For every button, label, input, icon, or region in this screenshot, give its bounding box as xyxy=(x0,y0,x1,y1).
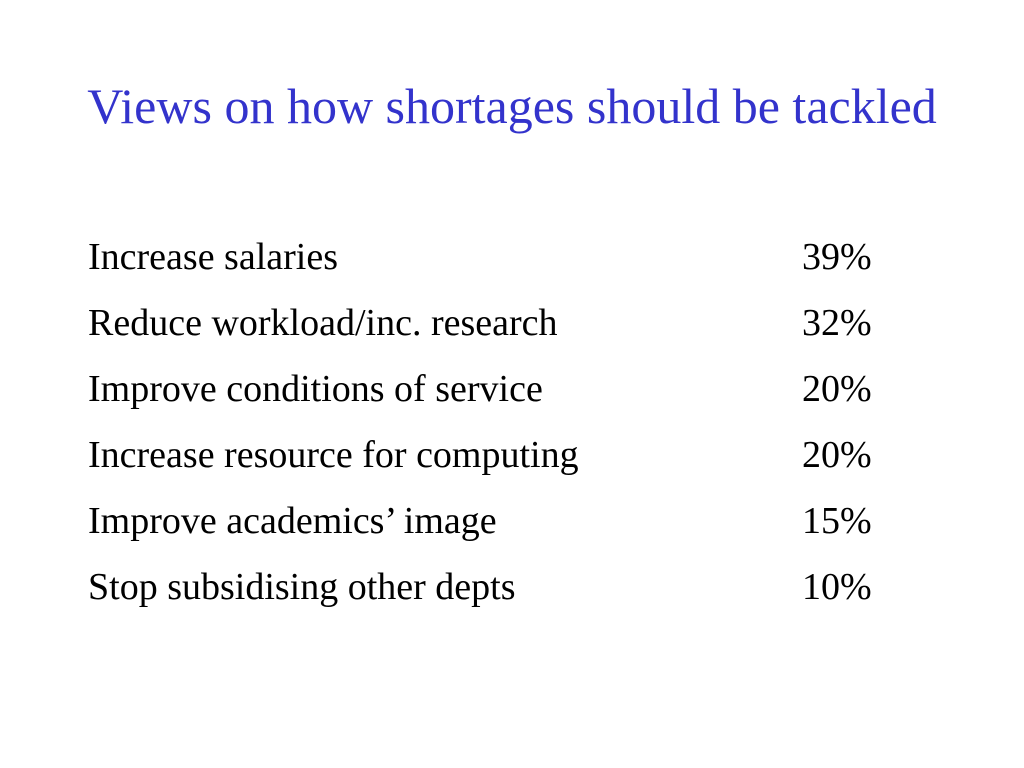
response-row xyxy=(88,560,908,626)
response-row xyxy=(88,494,908,560)
response-percentage: 20% xyxy=(802,434,872,476)
response-percentage: 10% xyxy=(802,566,872,608)
response-row xyxy=(88,230,908,296)
response-list xyxy=(88,230,908,626)
response-label: Improve conditions of service xyxy=(88,368,543,410)
response-row xyxy=(88,428,908,494)
slide-title: Views on how shortages should be tackled xyxy=(87,78,937,134)
response-label: Reduce workload/inc. research xyxy=(88,302,558,344)
response-percentage: 15% xyxy=(802,500,872,542)
response-label: Increase resource for computing xyxy=(88,434,579,476)
response-label: Increase salaries xyxy=(88,236,339,278)
response-row xyxy=(88,296,908,362)
response-row xyxy=(88,362,908,428)
response-percentage: 39% xyxy=(802,236,872,278)
response-label: Stop subsidising other depts xyxy=(88,566,516,608)
response-label: Improve academics’ image xyxy=(88,500,497,542)
response-percentage: 32% xyxy=(802,302,872,344)
response-percentage: 20% xyxy=(802,368,872,410)
